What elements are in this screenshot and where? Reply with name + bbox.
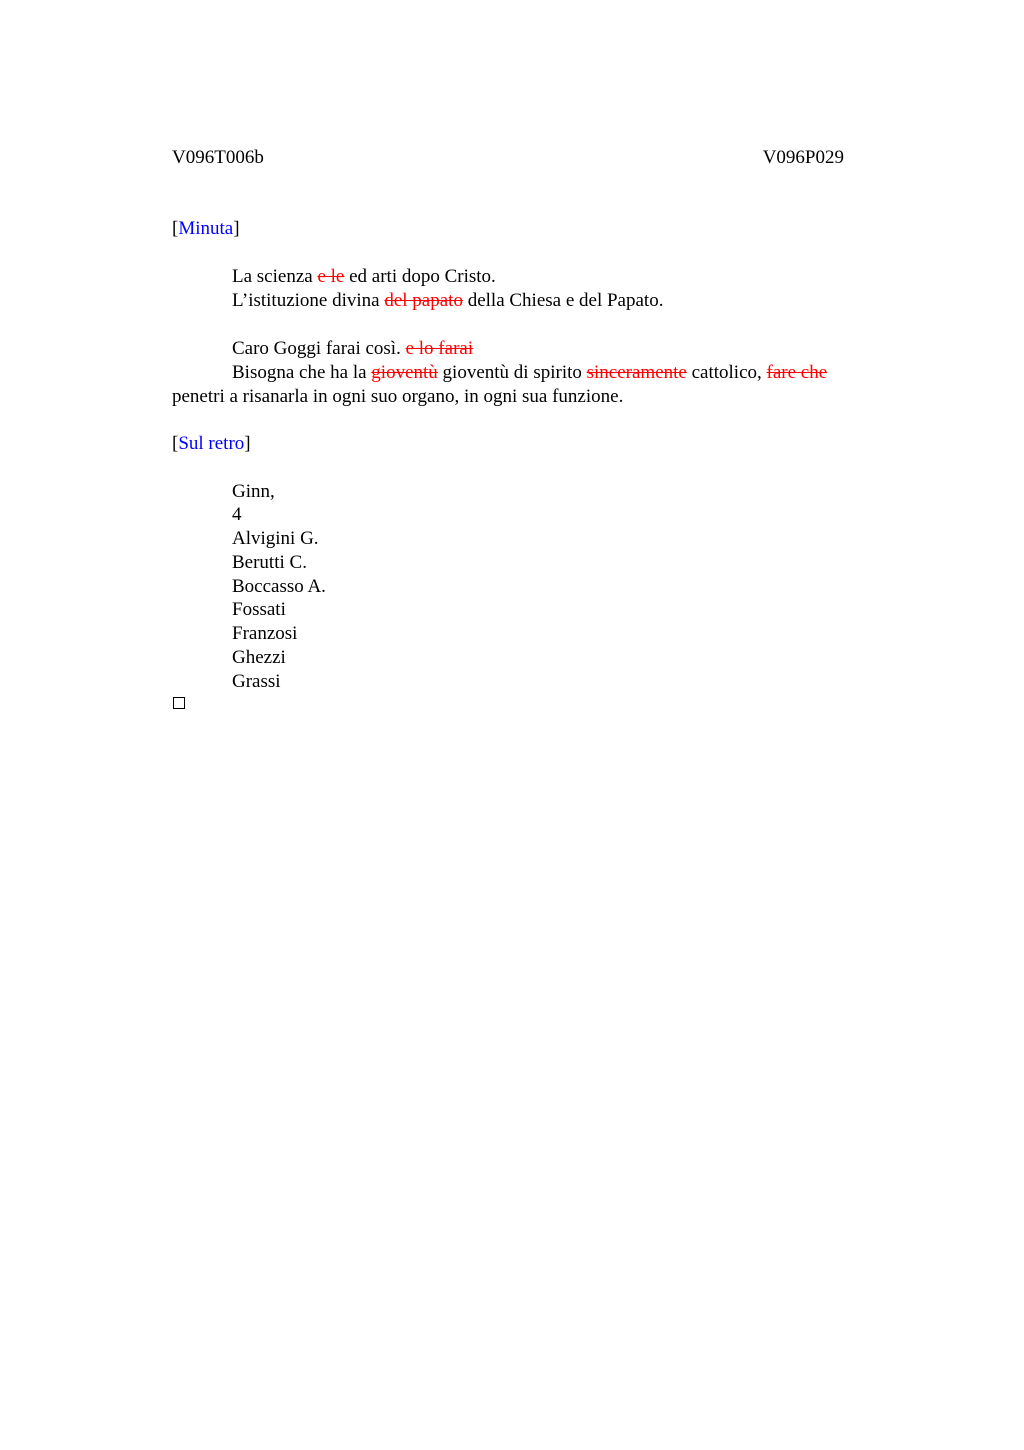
list-item: Ginn, (232, 481, 275, 502)
end-marker-square-icon (173, 697, 185, 709)
text-line (232, 265, 496, 289)
list-item: Alvigini G. (232, 528, 319, 549)
section-heading-sul-retro (172, 432, 251, 456)
text-span: La scienza (232, 266, 318, 287)
bracket-close: ] (233, 218, 240, 239)
text-span: L’istituzione divina (232, 290, 385, 311)
text-span: cattolico, (686, 362, 767, 383)
list-item: Boccasso A. (232, 576, 326, 597)
deleted-text: gioventù (371, 362, 438, 383)
text-line (232, 289, 663, 313)
text-span: della Chiesa e del Papato. (462, 290, 664, 311)
bracket-open: [ (172, 218, 179, 239)
deleted-text: e le (317, 266, 345, 287)
list-item: 4 (232, 504, 242, 525)
section-label-sul-retro: Sul retro (178, 433, 245, 454)
text-line (232, 361, 827, 385)
deleted-text: e lo farai (405, 338, 474, 359)
deleted-text: sinceramente (586, 362, 687, 383)
document-code-left: V096T006b (172, 147, 264, 168)
text-span: Bisogna che ha la (232, 362, 372, 383)
document-code-right: V096P029 (762, 147, 844, 168)
section-heading-minuta (172, 217, 240, 241)
list-item: Grassi (232, 671, 281, 692)
list-item: Fossati (232, 599, 286, 620)
section-label-minuta: Minuta (178, 218, 234, 239)
list-item: Berutti C. (232, 552, 307, 573)
deleted-text: del papato (384, 290, 463, 311)
text-line: penetri a risanarla in ogni suo organo, in ogni sua funzione. (172, 386, 624, 407)
list-item: Franzosi (232, 623, 298, 644)
list-item: Ghezzi (232, 647, 286, 668)
deleted-text: fare che (766, 362, 828, 383)
bracket-open: [ (172, 433, 179, 454)
bracket-close: ] (244, 433, 251, 454)
text-span: gioventù di spirito (437, 362, 587, 383)
text-span: Caro Goggi farai così. (232, 338, 406, 359)
text-span: ed arti dopo Cristo. (344, 266, 496, 287)
text-line (232, 337, 473, 361)
